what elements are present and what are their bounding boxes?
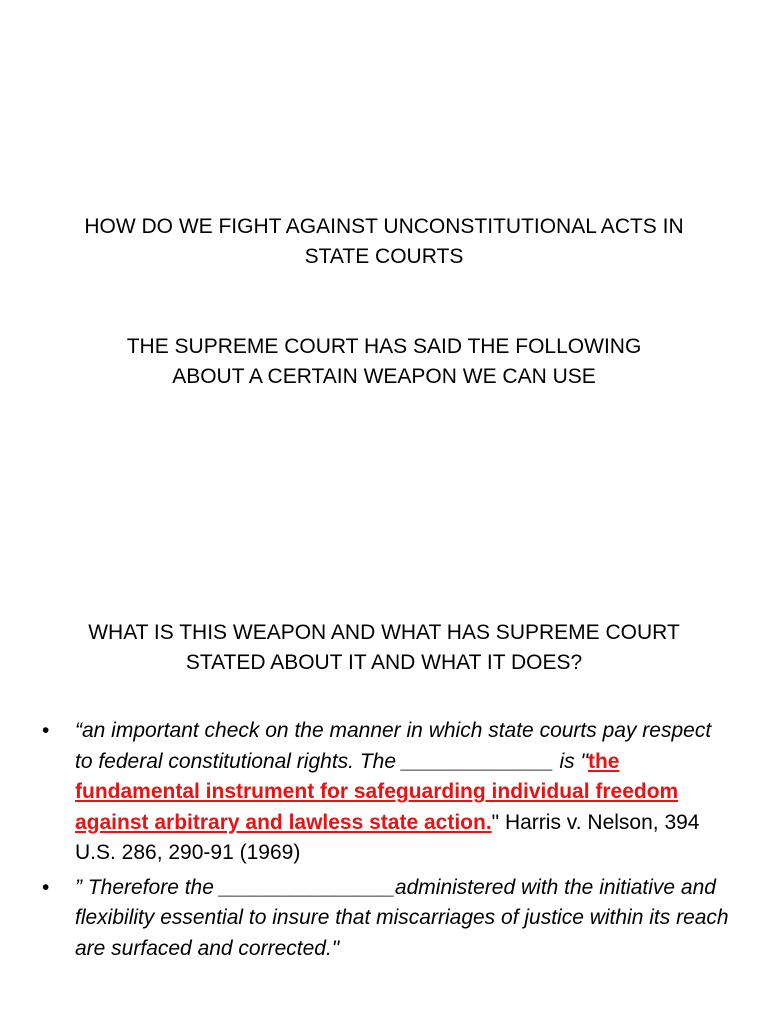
heading-3-line-2: STATED ABOUT IT AND WHAT IT DOES? — [185, 651, 583, 674]
quote-2-text: ” Therefore the _______________administered with the initiative and flexibility essential to insure that miscarriages of justice within its reach are surfaced and corrected." — [75, 875, 729, 960]
quote-bullet-list — [40, 716, 730, 968]
quote-1-highlight: the fundamental instrument for safeguarding individual freedom against arbitrary and lawless state action. — [75, 749, 679, 834]
heading-1-line-2: STATE COURTS — [304, 245, 464, 268]
heading-supreme-court-said — [40, 332, 728, 392]
heading-3-line-1: WHAT IS THIS WEAPON AND WHAT HAS SUPREME COURT — [88, 621, 680, 644]
bullet-icon: • — [42, 875, 50, 899]
heading-2-line-2: ABOUT A CERTAIN WEAPON WE CAN USE — [172, 365, 596, 388]
heading-what-is-this-weapon — [40, 618, 728, 678]
heading-fight-unconstitutional-acts — [40, 212, 728, 272]
heading-2-line-1: THE SUPREME COURT HAS SAID THE FOLLOWING — [126, 335, 642, 358]
quote-1-text: “an important check on the manner in which state courts pay respect to federal constitutional rights. The _____________ is " — [75, 719, 712, 773]
list-item — [40, 873, 730, 965]
heading-1-line-1: HOW DO WE FIGHT AGAINST UNCONSTITUTIONAL ACTS IN — [84, 215, 684, 238]
bullet-icon: • — [42, 719, 50, 742]
quote-1-citation: " Harris v. Nelson, 394 U.S. 286, 290-91 (1969) — [75, 810, 700, 864]
list-item — [40, 716, 730, 869]
